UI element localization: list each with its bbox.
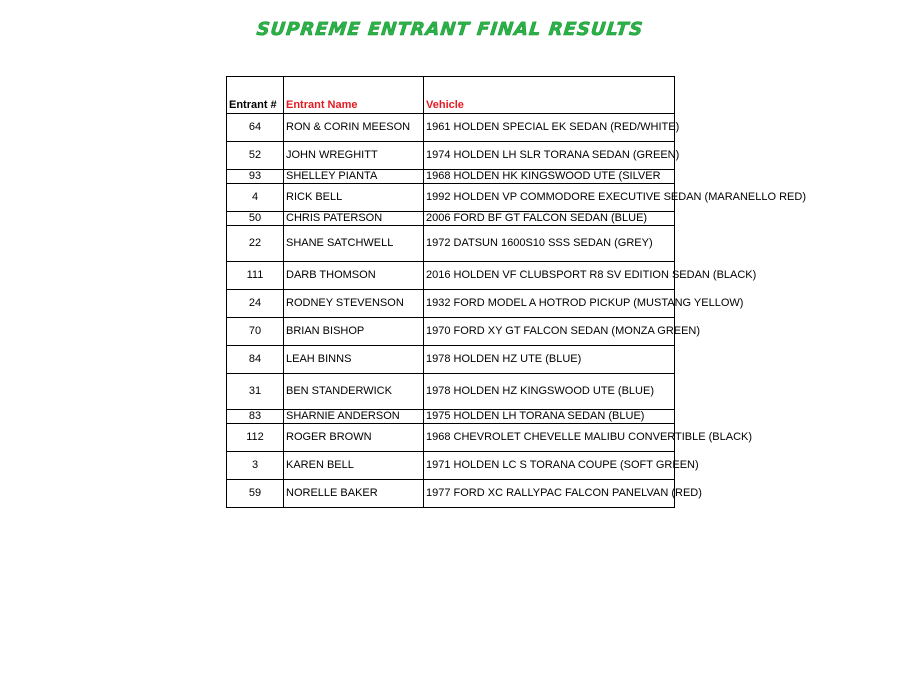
entrant-name-cell: KAREN BELL xyxy=(284,452,424,480)
vehicle-cell: 1978 HOLDEN HZ KINGSWOOD UTE (BLUE) xyxy=(424,374,675,410)
entrant-name-cell: RICK BELL xyxy=(284,184,424,212)
vehicle-cell: 1968 HOLDEN HK KINGSWOOD UTE (SILVER xyxy=(424,170,675,184)
vehicle-cell: 1977 FORD XC RALLYPAC FALCON PANELVAN (RED) xyxy=(424,480,675,508)
entrant-name-cell: RODNEY STEVENSON xyxy=(284,290,424,318)
entrant-name-cell: JOHN WREGHITT xyxy=(284,142,424,170)
table-row xyxy=(227,170,675,184)
vehicle-cell: 1961 HOLDEN SPECIAL EK SEDAN (RED/WHITE) xyxy=(424,114,675,142)
table-row xyxy=(227,212,675,226)
entrant-name-cell: BRIAN BISHOP xyxy=(284,318,424,346)
entrant-number-cell: 24 xyxy=(227,290,284,318)
table-header-row xyxy=(227,77,675,114)
entrant-number-cell: 84 xyxy=(227,346,284,374)
vehicle-cell: 1974 HOLDEN LH SLR TORANA SEDAN (GREEN) xyxy=(424,142,675,170)
table-row xyxy=(227,142,675,170)
entrant-number-cell: 70 xyxy=(227,318,284,346)
entrant-name-cell: ROGER BROWN xyxy=(284,424,424,452)
vehicle-cell: 1975 HOLDEN LH TORANA SEDAN (BLUE) xyxy=(424,410,675,424)
table-row xyxy=(227,480,675,508)
vehicle-cell: 2016 HOLDEN VF CLUBSPORT R8 SV EDITION SEDAN (BLACK) xyxy=(424,262,675,290)
vehicle-cell: 1968 CHEVROLET CHEVELLE MALIBU CONVERTIBLE (BLACK) xyxy=(424,424,675,452)
entrant-name-cell: BEN STANDERWICK xyxy=(284,374,424,410)
table-row xyxy=(227,346,675,374)
entrant-number-cell: 50 xyxy=(227,212,284,226)
vehicle-cell: 1971 HOLDEN LC S TORANA COUPE (SOFT GREEN) xyxy=(424,452,675,480)
vehicle-cell: 1978 HOLDEN HZ UTE (BLUE) xyxy=(424,346,675,374)
column-header-vehicle: Vehicle xyxy=(424,77,675,114)
entrant-number-cell: 22 xyxy=(227,226,284,262)
vehicle-cell: 1970 FORD XY GT FALCON SEDAN (MONZA GREEN) xyxy=(424,318,675,346)
table-row xyxy=(227,114,675,142)
entrant-name-cell: CHRIS PATERSON xyxy=(284,212,424,226)
entrant-name-cell: DARB THOMSON xyxy=(284,262,424,290)
entrant-name-cell: SHANE SATCHWELL xyxy=(284,226,424,262)
entrant-name-cell: LEAH BINNS xyxy=(284,346,424,374)
results-table xyxy=(226,76,806,508)
entrant-number-cell: 83 xyxy=(227,410,284,424)
entrant-number-cell: 111 xyxy=(227,262,284,290)
entrant-number-cell: 112 xyxy=(227,424,284,452)
table-row xyxy=(227,374,675,410)
entrant-name-cell: NORELLE BAKER xyxy=(284,480,424,508)
entrant-number-cell: 3 xyxy=(227,452,284,480)
table-row xyxy=(227,318,675,346)
entrant-number-cell: 52 xyxy=(227,142,284,170)
entrant-number-cell: 31 xyxy=(227,374,284,410)
column-header-entrant-name: Entrant Name xyxy=(284,77,424,114)
column-header-entrant-number: Entrant # xyxy=(227,77,284,114)
entrant-number-cell: 59 xyxy=(227,480,284,508)
entrant-number-cell: 64 xyxy=(227,114,284,142)
entrant-number-cell: 93 xyxy=(227,170,284,184)
table-row xyxy=(227,184,675,212)
entrant-number-cell: 4 xyxy=(227,184,284,212)
table-row xyxy=(227,290,675,318)
table-row xyxy=(227,452,675,480)
table-row xyxy=(227,410,675,424)
table-row xyxy=(227,226,675,262)
entrant-name-cell: SHELLEY PIANTA xyxy=(284,170,424,184)
vehicle-cell: 1972 DATSUN 1600S10 SSS SEDAN (GREY) xyxy=(424,226,675,262)
vehicle-cell: 2006 FORD BF GT FALCON SEDAN (BLUE) xyxy=(424,212,675,226)
table-row xyxy=(227,424,675,452)
entrant-name-cell: RON & CORIN MEESON xyxy=(284,114,424,142)
entrant-name-cell: SHARNIE ANDERSON xyxy=(284,410,424,424)
table-row xyxy=(227,262,675,290)
page-title: SUPREME ENTRANT FINAL RESULTS xyxy=(255,19,645,40)
vehicle-cell: 1992 HOLDEN VP COMMODORE EXECUTIVE SEDAN (MARANELLO RED) xyxy=(424,184,675,212)
vehicle-cell: 1932 FORD MODEL A HOTROD PICKUP (MUSTANG YELLOW) xyxy=(424,290,675,318)
